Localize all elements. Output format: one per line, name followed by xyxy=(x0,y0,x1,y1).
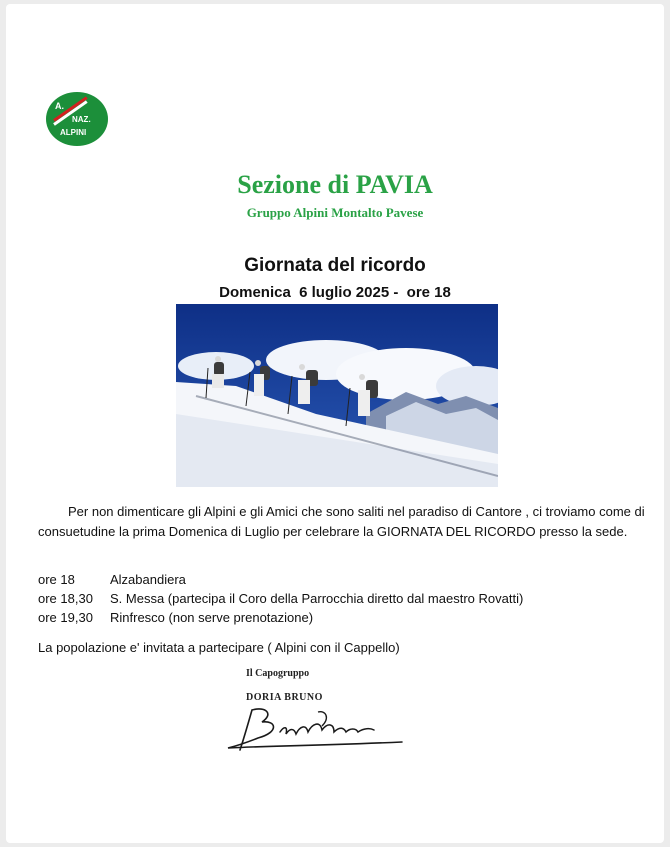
schedule-row xyxy=(38,608,523,627)
ana-logo xyxy=(46,92,108,146)
signoff-role: Il Capogruppo xyxy=(246,668,310,679)
event-title: Giornata del ricordo xyxy=(244,255,426,276)
logo-text-top: A. xyxy=(55,101,64,111)
schedule-row xyxy=(38,589,523,608)
event-date: Domenica 6 luglio 2025 - ore 18 xyxy=(219,284,451,301)
logo-text-bottom: ALPINI xyxy=(60,128,87,137)
schedule-row xyxy=(38,570,523,589)
schedule-activity: Alzabandiera xyxy=(110,572,186,587)
intro-text: Per non dimenticare gli Alpini e gli Amici che sono saliti nel paradiso di Cantore , ci troviamo come di consuetudine la prima Domenica di Luglio per celebrare la GIORNATA DEL RICORDO presso la sede. xyxy=(38,504,645,539)
schedule-list xyxy=(38,570,523,627)
closing-line: La popolazione e' invitata a partecipare ( Alpini con il Cappello) xyxy=(38,640,400,655)
group-subtitle: Gruppo Alpini Montalto Pavese xyxy=(246,205,424,220)
mountain-photo xyxy=(176,304,498,487)
section-title: Sezione di PAVIA xyxy=(237,170,433,199)
schedule-activity: Rinfresco (non serve prenotazione) xyxy=(110,610,314,625)
schedule-time: ore 18,30 xyxy=(38,591,93,606)
signoff-name: DORIA BRUNO xyxy=(246,692,323,703)
intro-paragraph xyxy=(38,502,648,542)
logo-text-mid: NAZ. xyxy=(72,115,91,124)
schedule-time: ore 18 xyxy=(38,572,75,587)
handwritten-signature xyxy=(222,700,412,758)
schedule-activity: S. Messa (partecipa il Coro della Parrocchia diretto dal maestro Rovatti) xyxy=(110,591,524,606)
schedule-time: ore 19,30 xyxy=(38,610,93,625)
